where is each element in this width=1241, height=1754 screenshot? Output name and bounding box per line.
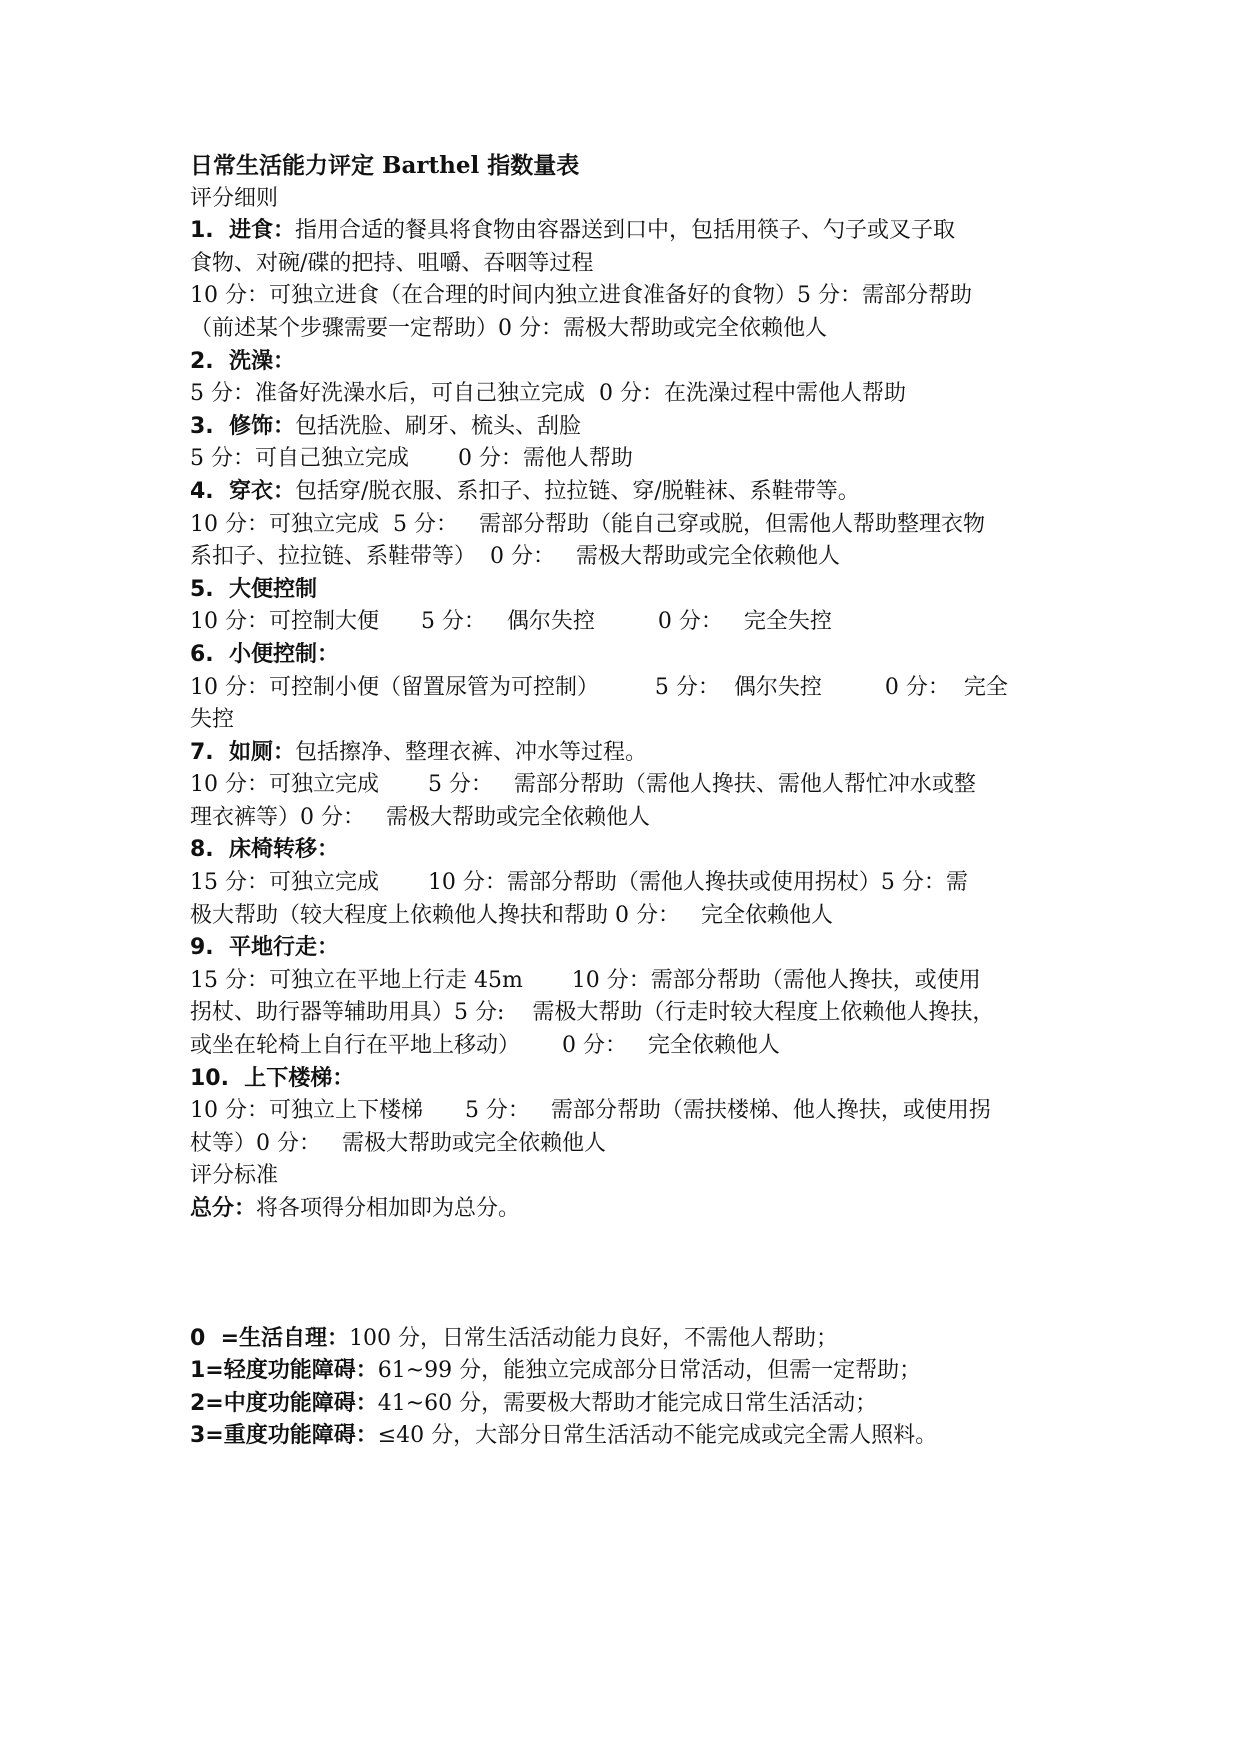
item-line: 10 分：可控制小便（留置尿管为可控制） 5 分： 偶尔失控 0 分： 完全 bbox=[190, 674, 1008, 700]
item-line: 系扣子、拉拉链、系鞋带等） 0 分： 需极大帮助或完全依赖他人 bbox=[190, 544, 840, 570]
grade-label: 3=重度功能障碍： bbox=[190, 1423, 378, 1449]
total-text: 将各项得分相加即为总分。 bbox=[256, 1196, 521, 1221]
item-line: 食物、对碗/碟的把持、咀嚼、吞咽等过程 bbox=[190, 250, 594, 276]
spacer bbox=[190, 1226, 1070, 1323]
item-heading: 1. 进食： bbox=[190, 218, 295, 244]
item-heading: 6. 小便控制： bbox=[190, 641, 339, 667]
item-2-heading-line bbox=[190, 346, 1070, 379]
item-line: 10 分：可独立完成 5 分： 需部分帮助（需他人搀扶、需他人帮忙冲水或整 bbox=[190, 772, 976, 798]
item-10-heading-line bbox=[190, 1063, 1070, 1096]
grade-list bbox=[190, 1323, 1070, 1453]
total-score-line bbox=[190, 1193, 1070, 1226]
grade-line bbox=[190, 1388, 1070, 1421]
item-heading: 4. 穿衣： bbox=[190, 478, 295, 504]
total-label: 总分： bbox=[190, 1196, 257, 1221]
item-1-heading-line bbox=[190, 215, 1070, 248]
item-line: 杖等）0 分： 需极大帮助或完全依赖他人 bbox=[190, 1130, 606, 1156]
item-desc: 包括洗脸、刷牙、梳头、刮脸 bbox=[294, 413, 581, 439]
grade-line bbox=[190, 1323, 1070, 1356]
item-heading: 10. 上下楼梯： bbox=[190, 1065, 355, 1091]
grade-text: 61~99 分，能独立完成部分日常活动，但需一定帮助； bbox=[377, 1358, 922, 1384]
item-line: 失控 bbox=[190, 707, 235, 733]
item-line: 15 分：可独立完成 10 分：需部分帮助（需他人搀扶或使用拐杖）5 分：需 bbox=[190, 870, 968, 896]
section-heading-criteria: 评分标准 bbox=[190, 1163, 279, 1189]
grade-text: 100 分，日常生活活动能力良好，不需他人帮助； bbox=[349, 1325, 839, 1351]
document-title: 日常生活能力评定 Barthel 指数量表 bbox=[190, 152, 580, 179]
item-desc: 包括擦净、整理衣裤、冲水等过程。 bbox=[294, 739, 647, 765]
item-line: 10 分：可独立上下楼梯 5 分： 需部分帮助（需扶楼梯、他人搀扶，或使用拐 bbox=[190, 1098, 991, 1124]
grade-line bbox=[190, 1420, 1070, 1453]
grade-text: ≤40 分，大部分日常生活活动不能完成或完全需人照料。 bbox=[377, 1423, 938, 1449]
item-6-heading-line bbox=[190, 639, 1070, 672]
item-desc: 指用合适的餐具将食物由容器送到口中，包括用筷子、勺子或叉子取 bbox=[294, 218, 955, 244]
item-heading: 9. 平地行走： bbox=[190, 935, 339, 961]
item-line: 理衣裤等）0 分： 需极大帮助或完全依赖他人 bbox=[190, 804, 650, 830]
item-7-heading-line bbox=[190, 737, 1070, 770]
item-line: 拐杖、助行器等辅助用具）5 分: 需极大帮助（行走时较大程度上依赖他人搀扶， bbox=[190, 1000, 995, 1026]
item-5-heading-line bbox=[190, 574, 1070, 607]
item-line: 5 分：可自己独立完成 0 分：需他人帮助 bbox=[190, 446, 633, 472]
item-line: （前述某个步骤需要一定帮助）0 分：需极大帮助或完全依赖他人 bbox=[190, 315, 827, 341]
item-list bbox=[190, 215, 1070, 1160]
item-line: 极大帮助（较大程度上依赖他人搀扶和帮助 0 分： 完全依赖他人 bbox=[190, 902, 833, 928]
item-heading: 5. 大便控制 bbox=[190, 576, 317, 602]
grade-line bbox=[190, 1355, 1070, 1388]
section-heading-details: 评分细则 bbox=[190, 185, 279, 211]
item-line: 5 分：准备好洗澡水后，可自己独立完成 0 分：在洗澡过程中需他人帮助 bbox=[190, 381, 906, 407]
item-heading: 7. 如厕： bbox=[190, 739, 295, 765]
item-9-heading-line bbox=[190, 932, 1070, 965]
item-heading: 3. 修饰： bbox=[190, 413, 295, 439]
item-line: 10 分：可控制大便 5 分： 偶尔失控 0 分： 完全失控 bbox=[190, 609, 832, 635]
item-line: 或坐在轮椅上自行在平地上移动） 0 分： 完全依赖他人 bbox=[190, 1033, 780, 1059]
grade-text: 41~60 分，需要极大帮助才能完成日常生活活动； bbox=[377, 1390, 878, 1416]
item-heading: 8. 床椅转移： bbox=[190, 837, 339, 863]
grade-label: 2=中度功能障碍： bbox=[190, 1390, 378, 1416]
item-heading: 2. 洗澡： bbox=[190, 348, 295, 374]
grade-label: 0 =生活自理： bbox=[190, 1325, 350, 1351]
document-page bbox=[190, 150, 1070, 1453]
item-8-heading-line bbox=[190, 834, 1070, 867]
item-line: 10 分：可独立进食（在合理的时间内独立进食准备好的食物）5 分：需部分帮助 bbox=[190, 283, 972, 309]
item-line: 10 分：可独立完成 5 分： 需部分帮助（能自己穿或脱，但需他人帮助整理衣物 bbox=[190, 511, 985, 537]
grade-label: 1=轻度功能障碍： bbox=[190, 1358, 378, 1384]
item-4-heading-line bbox=[190, 476, 1070, 509]
item-3-heading-line bbox=[190, 411, 1070, 444]
item-desc: 包括穿/脱衣服、系扣子、拉拉链、穿/脱鞋袜、系鞋带等。 bbox=[294, 478, 860, 504]
item-line: 15 分：可独立在平地上行走 45m 10 分：需部分帮助（需他人搀扶，或使用 bbox=[190, 967, 981, 993]
